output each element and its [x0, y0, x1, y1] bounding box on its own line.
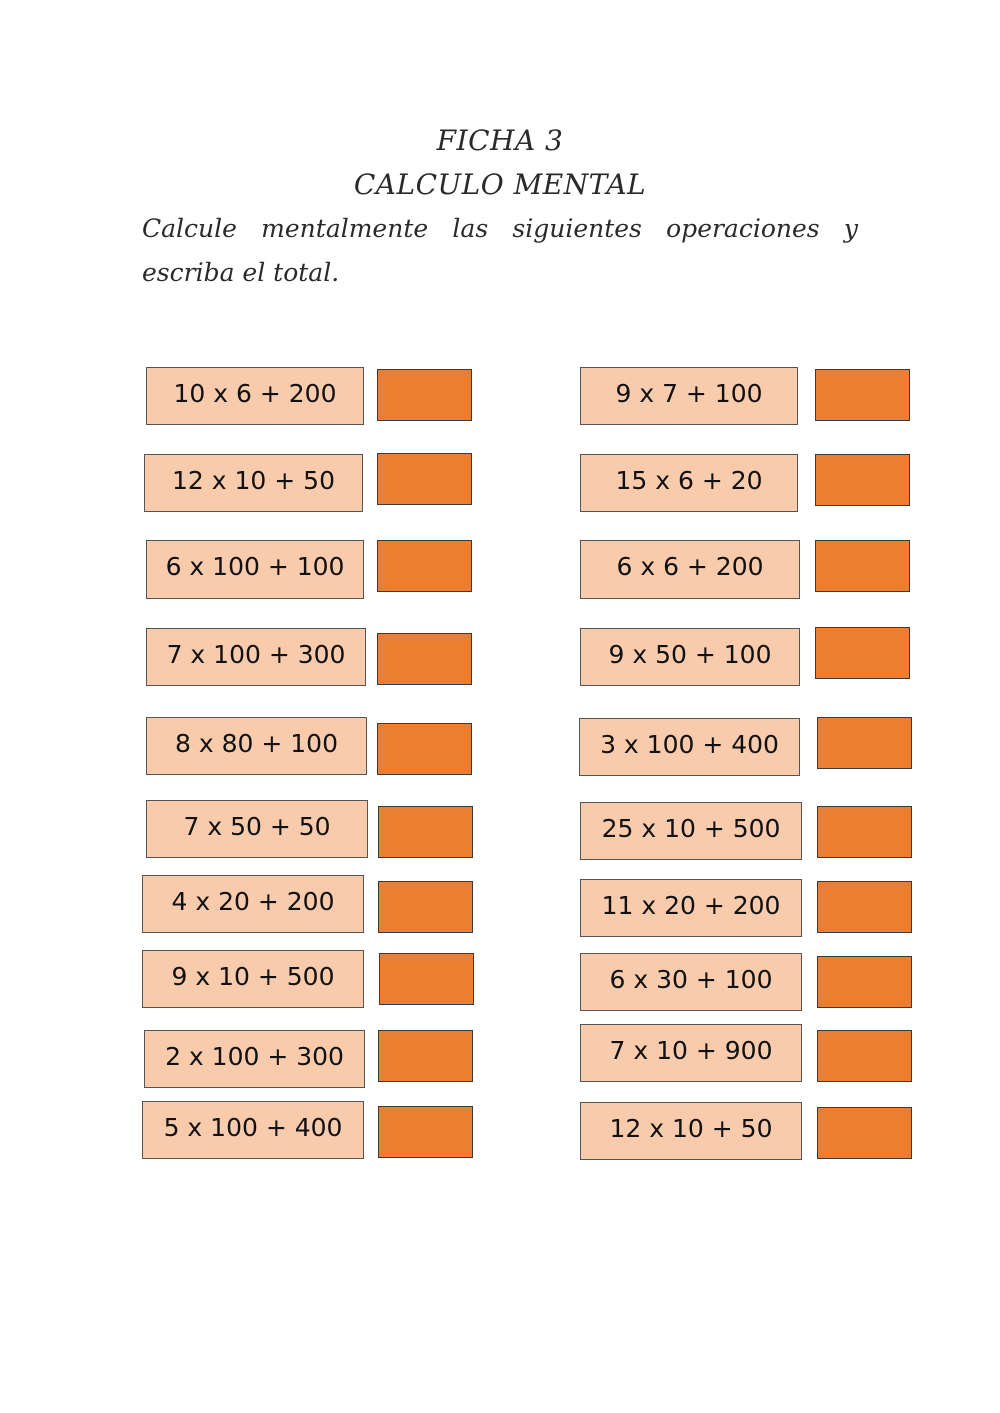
operation-right-7: 11 x 20 + 200: [580, 879, 802, 937]
answer-box-right-5[interactable]: [817, 717, 912, 769]
worksheet-title: FICHA 3: [436, 124, 564, 157]
answer-box-left-6[interactable]: [378, 806, 473, 858]
operation-right-6: 25 x 10 + 500: [580, 802, 802, 860]
operation-left-10: 5 x 100 + 400: [142, 1101, 364, 1159]
answer-box-right-10[interactable]: [817, 1107, 912, 1159]
worksheet-subtitle: CALCULO MENTAL: [353, 168, 647, 201]
answer-box-right-4[interactable]: [815, 627, 910, 679]
operation-left-4: 7 x 100 + 300: [146, 628, 366, 686]
answer-box-left-3[interactable]: [377, 540, 472, 592]
answer-box-right-1[interactable]: [815, 369, 910, 421]
answer-box-left-10[interactable]: [378, 1106, 473, 1158]
answer-box-left-4[interactable]: [377, 633, 472, 685]
operation-right-8: 6 x 30 + 100: [580, 953, 802, 1011]
operation-right-9: 7 x 10 + 900: [580, 1024, 802, 1082]
answer-box-right-8[interactable]: [817, 956, 912, 1008]
operation-right-4: 9 x 50 + 100: [580, 628, 800, 686]
operation-right-10: 12 x 10 + 50: [580, 1102, 802, 1160]
operation-right-5: 3 x 100 + 400: [579, 718, 800, 776]
answer-box-right-7[interactable]: [817, 881, 912, 933]
answer-box-left-2[interactable]: [377, 453, 472, 505]
answer-box-right-2[interactable]: [815, 454, 910, 506]
operation-left-2: 12 x 10 + 50: [144, 454, 363, 512]
answer-box-left-9[interactable]: [378, 1030, 473, 1082]
operation-left-8: 9 x 10 + 500: [142, 950, 364, 1008]
operation-right-1: 9 x 7 + 100: [580, 367, 798, 425]
operation-left-9: 2 x 100 + 300: [144, 1030, 365, 1088]
answer-box-right-6[interactable]: [817, 806, 912, 858]
answer-box-left-1[interactable]: [377, 369, 472, 421]
instruction-line-1: Calcule mentalmente las siguientes operaciones y: [142, 214, 858, 243]
answer-box-right-3[interactable]: [815, 540, 910, 592]
answer-box-right-9[interactable]: [817, 1030, 912, 1082]
operation-left-1: 10 x 6 + 200: [146, 367, 364, 425]
operation-left-5: 8 x 80 + 100: [146, 717, 367, 775]
operation-right-2: 15 x 6 + 20: [580, 454, 798, 512]
instruction-line-2: escriba el total.: [142, 258, 340, 287]
answer-box-left-7[interactable]: [378, 881, 473, 933]
answer-box-left-5[interactable]: [377, 723, 472, 775]
operation-left-3: 6 x 100 + 100: [146, 540, 364, 599]
answer-box-left-8[interactable]: [379, 953, 474, 1005]
operation-right-3: 6 x 6 + 200: [580, 540, 800, 599]
operation-left-6: 7 x 50 + 50: [146, 800, 368, 858]
operation-left-7: 4 x 20 + 200: [142, 875, 364, 933]
